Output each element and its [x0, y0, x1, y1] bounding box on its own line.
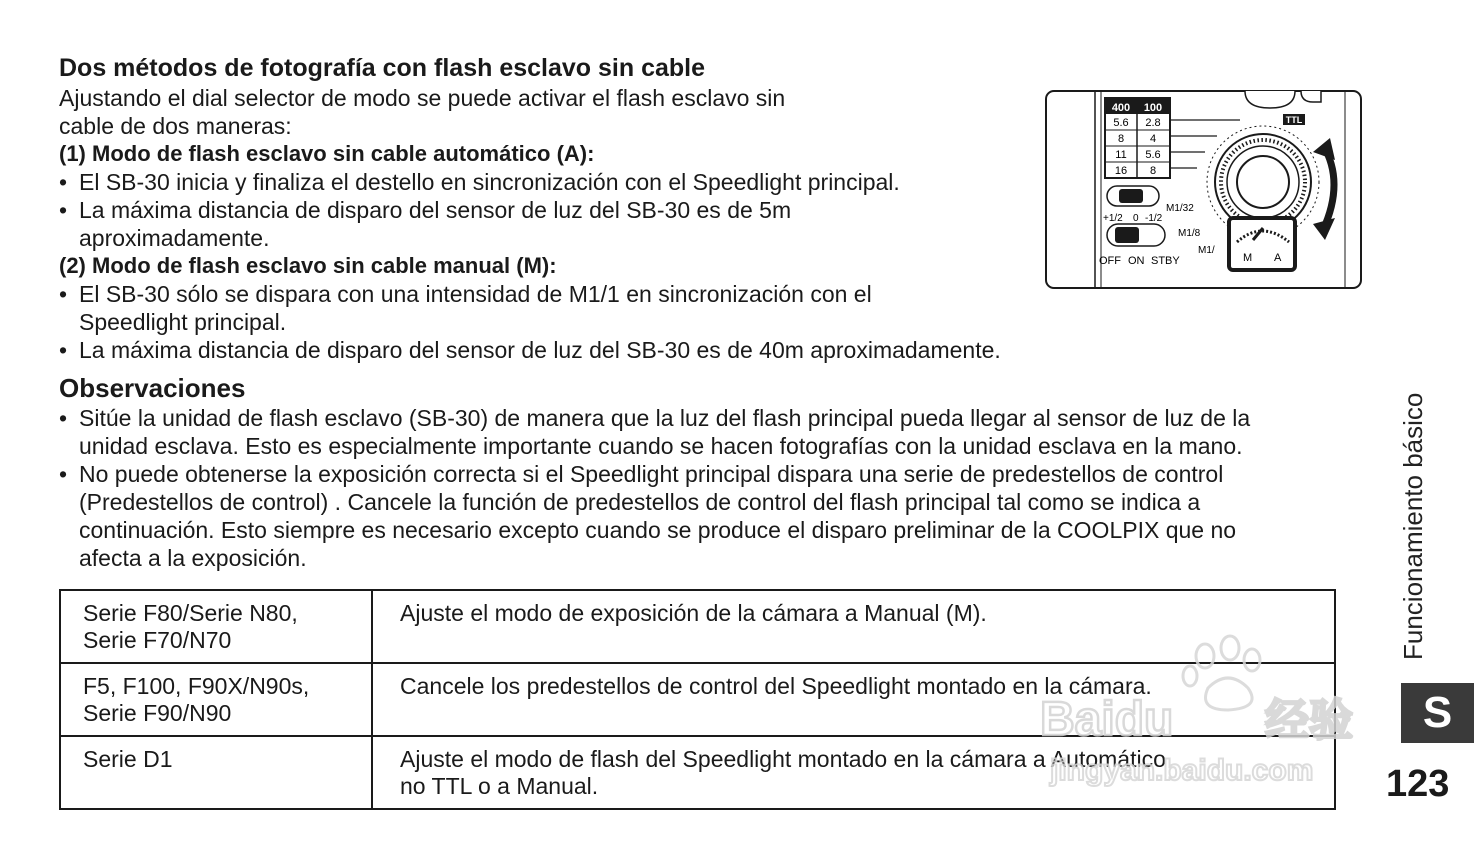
list-item-text: El SB-30 sólo se dispara con una intensidad de M1/1 en sincronización con el Speedlight principal.: [79, 281, 872, 335]
exposure-label: +1/2: [1103, 213, 1123, 224]
list-item-text: Sitúe la unidad de flash esclavo (SB-30) de manera que la luz del flash principal pueda llegar al sensor de luz de la unidad esclava. Esto es especialmente importante cuando se hacen fotografías con la unidad esclava en la mano.: [79, 405, 1251, 459]
setting-cell: Ajuste el modo de flash del Speedlight montado en la cámara a Automático no TTL o a Manual.: [372, 736, 1335, 809]
ttl-label: TTL: [1285, 115, 1303, 125]
bullet-dot: •: [59, 197, 68, 223]
bullet-dot: •: [59, 169, 68, 195]
mode-selector-icon: [1229, 218, 1295, 270]
page-number: 123: [1386, 763, 1450, 805]
bullet-dot: •: [59, 337, 68, 363]
aperture-header: 400: [1111, 102, 1131, 114]
mode-letter: A: [1274, 252, 1282, 264]
aperture-table: [1105, 98, 1170, 178]
exposure-label: 0: [1133, 213, 1139, 224]
setting-cell: Ajuste el modo de exposición de la cámara a Manual (M).: [372, 590, 1335, 663]
section-tab: S: [1401, 683, 1474, 743]
power-label: ON: [1128, 255, 1145, 267]
manual-level-label: M1/32: [1166, 203, 1194, 214]
exposure-label: -1/2: [1145, 213, 1163, 224]
paw-logo-icon: [1183, 636, 1260, 710]
list-item: [59, 280, 872, 336]
aperture-header: 100: [1143, 102, 1163, 114]
mode-m-title: (2) Modo de flash esclavo sin cable manual (M):: [59, 253, 557, 278]
bullet-dot: •: [59, 281, 68, 307]
list-item-text: El SB-30 inicia y finaliza el destello en sincronización con el Speedlight principal.: [79, 169, 900, 195]
camera-cell: F5, F100, F90X/N90s, Serie F90/N90: [60, 663, 372, 736]
watermark-url: jingyan.baidu.com: [1050, 754, 1314, 787]
mode-a-title: (1) Modo de flash esclavo sin cable automático (A):: [59, 141, 595, 166]
list-item: [59, 460, 1379, 572]
mode-letter: M: [1243, 252, 1253, 264]
list-item: [59, 168, 900, 196]
setting-cell: Cancele los predestellos de control del Speedlight montado en la cámara.: [372, 663, 1335, 736]
aperture-value: 8: [1117, 133, 1125, 145]
aperture-value: 5.6: [1145, 149, 1161, 161]
bullet-dot: •: [59, 405, 68, 431]
list-item-text: No puede obtenerse la exposición correcta si el Speedlight principal dispara una serie de predestellos de control (Predestellos de control) . Cancele la función de predestellos de control del flash principal tal como se indica a continuación. Esto siempre es necesario excepto cuando se produce el disparo preliminar de la COOLPIX que no afecta a la exposición.: [79, 461, 1237, 571]
flash-control-diagram: [1045, 90, 1363, 290]
bullet-dot: •: [59, 461, 68, 487]
aperture-value: 2.8: [1145, 117, 1161, 129]
intro-line-2: cable de dos maneras:: [59, 113, 292, 139]
aperture-value: 5.6: [1113, 117, 1129, 129]
camera-cell: Serie D1: [60, 736, 372, 809]
list-item: [59, 336, 1001, 364]
intro-line-1: Ajustando el dial selector de modo se puede activar el flash esclavo sin: [59, 85, 786, 111]
aperture-value: 8: [1149, 165, 1157, 177]
camera-cell: Serie F80/Serie N80, Serie F70/N70: [60, 590, 372, 663]
list-item: [59, 196, 791, 252]
watermark-brand: Baidu: [1040, 693, 1174, 746]
power-label: STBY: [1151, 255, 1180, 267]
aperture-value: 16: [1114, 165, 1128, 177]
manual-level-label: M1/8: [1178, 228, 1201, 239]
aperture-value: 11: [1115, 149, 1127, 161]
aperture-value: 4: [1149, 133, 1157, 145]
power-label: OFF: [1099, 255, 1121, 267]
list-item: [59, 404, 1379, 460]
observations-heading: Observaciones: [59, 373, 246, 403]
manual-level-label: M1/: [1198, 245, 1215, 256]
section-heading: Dos métodos de fotografía con flash esclavo sin cable: [59, 54, 705, 82]
baidu-watermark: [1040, 630, 1390, 795]
watermark-cn: 经验: [1265, 696, 1353, 745]
list-item-text: La máxima distancia de disparo del sensor de luz del SB-30 es de 40m aproximadamente.: [79, 337, 1001, 363]
section-sidebar-label: Funcionamiento básico: [1398, 392, 1428, 660]
list-item-text: La máxima distancia de disparo del sensor de luz del SB-30 es de 5m aproximadamente.: [79, 197, 792, 251]
